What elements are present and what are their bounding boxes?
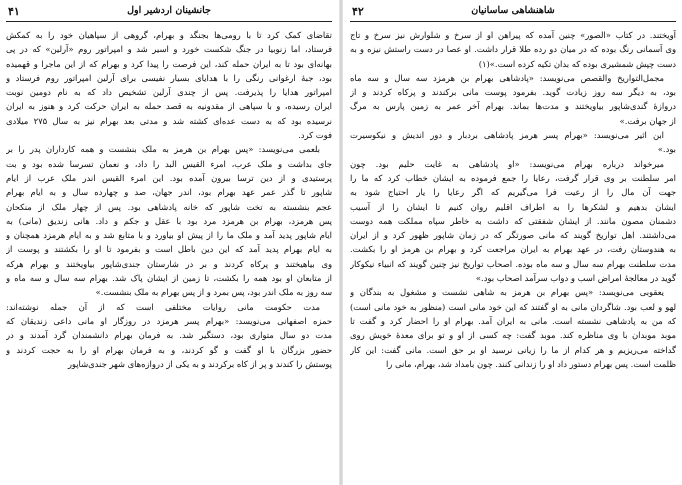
text-line: سه روز به ملک اندر بود، پس بمرد و از پس بهرام به ملک بنشست.» bbox=[95, 287, 332, 298]
text-line: که من به پادشاهی نشسته است. مانی به ایران آمد. بهرام او را احضار کرد و گفت تا bbox=[350, 315, 676, 326]
paragraph bbox=[350, 28, 676, 71]
text-line: ابن اثیر می‌نویسد: «بهرام پسر هرمز پادشاهی بردبار و دور اندیش و نیکوسیرت bbox=[350, 130, 664, 141]
text-line: پرستیدی و از دین ترسا بیرون آمده بود. این امرء القیس اندر ملک عرب از ایام bbox=[6, 172, 332, 183]
text-line: میرخواند درباره بهرام می‌نویسد: «او پادشاهی به غایت حلیم بود. چون bbox=[350, 158, 664, 169]
text-line: مدت حکومت مانی روایات مختلفی است که از آن جمله نوشته‌اند: bbox=[6, 301, 320, 312]
running-head: شاهنشاهی ساسانیان bbox=[471, 5, 555, 16]
text-line: عجم بنشسته به تخت شاپور که خانه پادشاهی بود. پس از چهار ملک از منکحان bbox=[6, 201, 332, 212]
text-line: وی بیاهیختند و پرکاه کردند و بر در شارستان جندی‌شاپور بیاویختند و بهرام هرکه bbox=[6, 258, 332, 269]
text-line: لهو و لعب بود. شاگردان مانی به او گفتند که این خود مانی است (منظور به خود مانی است) bbox=[350, 301, 676, 312]
text-line: امپراتور هدایا را پذیرفت. پس از چندی آرلین تشخیص داد که به نام دومین نوبت bbox=[6, 87, 332, 98]
text-line: ظلمت است. پس بهرام دستور داد او را زندانی کنند. چون بامداد شد، بهرام، مانی را bbox=[385, 358, 676, 369]
text-line: یعقوبی می‌نویسد: «پس بهرام بن هرمز به شاهی نشست و مشغول به بندگان و bbox=[350, 287, 664, 298]
text-line: از متابعان او بود همه را بکشت، تا زمین از ایشان پاک شد. بهرام سه سال و سه ماه و bbox=[6, 273, 332, 284]
left-page-header bbox=[6, 4, 332, 22]
text-line: فوت کرد. bbox=[298, 130, 332, 141]
text-line: بود.» bbox=[657, 144, 676, 155]
text-line: آویختند. در کتاب «الصور» چنین آمده که پیراهن او از سرخ و شلوارش نیز سرخ و تاج bbox=[350, 30, 676, 40]
paragraph bbox=[350, 157, 676, 286]
text-line: موبد موبدان با وی مناظره کند. موبد گفت: چه کسی از او و تو برای معدهٔ خویش روی bbox=[350, 330, 676, 341]
text-line: شاپور تا گذر عمر عهد بهرام بود، اندر جهان، صد و چهارده سال و به ایام بهرام bbox=[6, 187, 332, 198]
text-line: بود، جبهٔ ارغوانی رنگی را با هدایای بسیار نفیسی برای آرلین امپراتور روم فرستاد و bbox=[6, 72, 332, 83]
text-line: بهانه‌ای بود تا به ایران حمله کند، این فرصت را پیدا کرد و بهرام که از این ماجرا و قهمیده bbox=[6, 58, 332, 69]
page-number: ۴۱ bbox=[8, 5, 20, 18]
text-line: پوستش را کندند و پر از کاه برکردند و به یکی از دروازه‌های شهر جندی‌شاپور bbox=[67, 358, 332, 369]
text-line: فرستاد، اما زنوبیا در جنگ شکست خورد و اسیر شد و امپراتور روم «آرلین» که در پی bbox=[6, 44, 332, 55]
text-line: گوید در معالجهٔ امراض اسب و دواب سرآمد اصحاب بود.» bbox=[475, 273, 676, 284]
text-line: به هندوستان رفت، در عهد بهرام به ایران مراجعت کرد و بهرام بن هرمز او را بکشت. bbox=[350, 244, 676, 255]
text-line: جهت آن مال را از رعیت فرا می‌گیریم که اگر رعایا را یار احتیاج شود به bbox=[350, 187, 676, 198]
paragraph bbox=[350, 128, 676, 157]
text-line: ایام شاپور پدید آمد و ملک ما را از پیش او بیاورد و با متابع شد و به ایام هرمزد همچنان و bbox=[6, 230, 332, 241]
paragraph bbox=[350, 285, 676, 371]
left-page-body bbox=[6, 22, 332, 371]
page-number: ۴۲ bbox=[352, 5, 364, 18]
text-line: گداخته می‌ریزیم و هر کدام از ما را زیانی نرسید او بر حق است. مانی گفت: این کار bbox=[350, 344, 676, 355]
paragraph bbox=[6, 300, 332, 371]
text-line: دست چپش شمشیری بوده که بدان تکیه کرده است.»(۱) bbox=[478, 58, 676, 69]
paragraph bbox=[6, 28, 332, 142]
text-line: وی آسمانی رنگ بوده که در میان دو رده طلا قرار داشت. او عصا در دست راستش نیزه و به bbox=[350, 44, 676, 55]
text-line: دروازهٔ گندی‌شاپور بیاویختند و مدت‌ها بماند. بهرام آخر عمر به زمین پارس به مرگ bbox=[350, 101, 676, 112]
paragraph bbox=[6, 142, 332, 299]
text-line: از جهان برفت.» bbox=[619, 115, 676, 126]
text-line: مدت دو سال متواری بود، دستگیر شد. به فرمان بهرام دانشمندان گرد آمدند و در bbox=[6, 330, 332, 341]
text-line: حضور بزرگان با او گفت و گو کردند، و به فرمان بهرام او را به حجت کردند و bbox=[6, 344, 332, 355]
text-line: بود، به دیگر سه روز زیادت گوید. بفرمود پوست مانی برکندند و پرکاه کردند و از bbox=[350, 87, 676, 98]
running-head: جانشینان اردشیر اول bbox=[127, 5, 211, 16]
text-line: حمزه اصفهانی می‌نویسد: «بهرام پسر هرمزد در روزگار او مانی داعی زندیقان که bbox=[6, 315, 332, 326]
text-line: پس هرمزد، بهرام بن هرمزد مرد بود با عقل و جکم و داد. هانی زندیق (مانی) به bbox=[6, 215, 332, 226]
text-line: بلعمی می‌نویسد: «پس بهرام بن هرمز به ملک بنشست و همه کارداران پدر را بر bbox=[6, 144, 320, 155]
text-line: مجمل‌التواریخ و‌القصص می‌نویسد: «پادشاهی بهرام بن هرمزد سه سال و سه ماه bbox=[350, 72, 664, 83]
text-line: جای بداشت و ملک عرب، امرء القیس البد را داد، و نعمان تسرسا شده بود و بت bbox=[6, 158, 332, 169]
text-line: دشمنان مصون مانند. از ایشان شفقتی که داشت به خاطر سپاه مملکت همه دوست bbox=[350, 215, 676, 226]
text-line: به ایام بهرام پدید آمد که این دین باطل است و بفرمود تا او را بکشتند و پوست از bbox=[6, 244, 332, 255]
text-line: امر سلطنت بر وی قرار گرفت، رعایا را جمع فرموده به ایشان خطاب کرد که ما را bbox=[350, 172, 676, 183]
right-page bbox=[342, 0, 682, 485]
text-line: تقاضای کمک کرد تا با رومی‌ها بجنگد و بهرام، گروهی از سپاهیان خود را به کمکش bbox=[6, 30, 332, 40]
text-line: ایران رسیده، و با سپاهی از مقدونیه به قصد حمله به ایران حرکت کرد و هنوز به ایران bbox=[6, 101, 332, 112]
text-line: مدت سلطنت بهرام سه سال و سه ماه بوده. اصحاب تواریخ نیز چنین گویند که انبیاء نیکوکار bbox=[350, 258, 676, 269]
right-page-body bbox=[350, 22, 676, 371]
left-page bbox=[0, 0, 340, 485]
paragraph bbox=[350, 71, 676, 128]
text-line: می‌داشتند. اهل تواریخ گویند که مانی صورتگر که در زمان شاپور ظهور کرد و از ایران bbox=[350, 230, 676, 241]
right-page-header bbox=[350, 4, 676, 22]
text-line: نرسیده بود که به دست عده‌ای کشته شد و مدتی بعد بهرام نیز به سال ۲۷۵ میلادی bbox=[6, 115, 332, 126]
text-line: ایشان بدهیم و لشکرها را به اطراف اقلیم روان کنیم تا ایشان را از آسیب bbox=[350, 201, 676, 212]
